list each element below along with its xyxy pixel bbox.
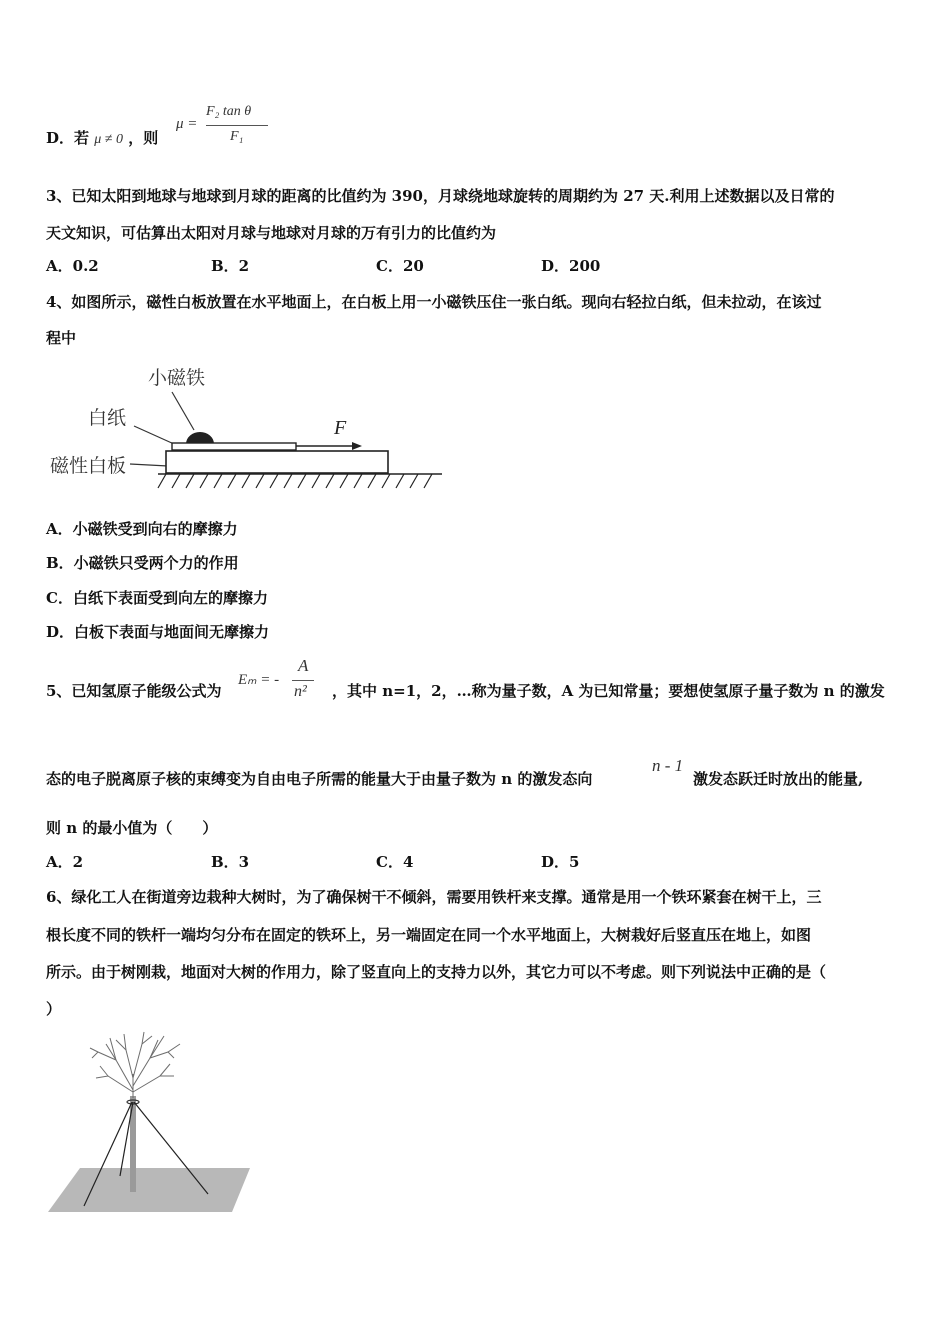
q3-line-1: 3、已知太阳到地球与地球到月球的距离的比值约为 390，月球绕地球旋转的周期约为 27 天.利用上述数据以及日常的 (46, 187, 835, 205)
q5-line-1a: 5、已知氢原子能级公式为 (46, 682, 222, 700)
q2-option-d (46, 128, 158, 150)
ground-hatching (158, 474, 432, 488)
q2-optd-numerator: F₂ tan θ (206, 104, 252, 119)
q5-formula-numerator: A (298, 656, 309, 675)
q3-option-d: D．200 (541, 257, 601, 275)
q4-option-c: C．白纸下表面受到向左的摩擦力 (46, 589, 268, 607)
q4-line-1: 4、如图所示，磁性白板放置在水平地面上，在白板上用一小磁铁压住一张白纸。现向右轻拉白纸，但未拉动，在该过 (46, 293, 822, 311)
magnetic-board (166, 451, 388, 473)
q5-line-2b: 激发态跃迁时放出的能量, (693, 770, 864, 788)
leader-board (130, 464, 168, 466)
q6-line-3: 所示。由于树刚栽，地面对大树的作用力，除了竖直向上的支持力以外，其它力可以不考虑。则下列说法中正确的是（ (46, 963, 827, 981)
q3-option-b: B．2 (211, 257, 250, 275)
ground-plane (48, 1168, 250, 1212)
figure-label-force: F (334, 417, 347, 439)
q4-option-b: B．小磁铁只受两个力的作用 (46, 554, 239, 572)
q2-optd-denominator: F₁ (230, 129, 244, 144)
q6-line-2: 根长度不同的铁杆一端均匀分布在固定的铁环上，另一端固定在同一个水平地面上，大树栽好后竖直压在地上，如图 (46, 926, 812, 944)
q6-line-1: 6、绿化工人在街道旁边栽种大树时，为了确保树干不倾斜，需要用铁杆来支撑。通常是用一个铁环紧套在树干上，三 (46, 888, 822, 906)
q5-formula (238, 656, 328, 706)
figure-label-magnet: 小磁铁 (148, 367, 206, 389)
q2-optd-formula (176, 104, 276, 150)
q5-option-c: C．4 (376, 853, 414, 871)
figure-label-paper: 白纸 (88, 407, 127, 429)
q2-optd-condition: μ ≠ 0 (94, 132, 123, 147)
leader-paper (134, 426, 174, 444)
leader-magnet (172, 392, 194, 430)
magnet-dome (186, 432, 214, 444)
magnet-board-figure (46, 362, 446, 502)
q5-line-2-math: n - 1 (652, 756, 684, 775)
q4-option-d: D．白板下表面与地面间无摩擦力 (46, 623, 270, 641)
q5-option-d: D．5 (541, 853, 580, 871)
q3-line-2: 天文知识，可估算出太阳对月球与地球对月球的万有引力的比值约为 (46, 224, 497, 242)
q2-optd-prefix: D．若 (46, 129, 90, 147)
tree-branches (90, 1032, 180, 1098)
q2-optd-lhs: μ = (176, 116, 198, 132)
q2-optd-fraction-bar (206, 125, 268, 126)
q5-option-a: A．2 (46, 853, 84, 871)
q4-line-2: 程中 (46, 329, 77, 347)
q2-optd-then: ，则 (128, 129, 159, 147)
q3-option-c: C．20 (376, 257, 424, 275)
q4-option-a: A．小磁铁受到向右的摩擦力 (46, 520, 238, 538)
q5-option-b: B．3 (211, 853, 250, 871)
q5-formula-lhs: Eₘ = - (238, 672, 280, 688)
tree-support-figure (46, 1030, 256, 1220)
q5-formula-denominator: n² (294, 683, 307, 700)
q5-formula-bar (292, 680, 314, 681)
paper-sheet (172, 443, 296, 450)
q5-line-2a: 态的电子脱离原子核的束缚变为自由电子所需的能量大于由量子数为 n 的激发态向 (46, 770, 593, 788)
q6-line-4: ） (46, 1000, 62, 1018)
force-arrow-head (352, 442, 362, 450)
tree-trunk (130, 1096, 136, 1192)
q3-option-a: A．0.2 (46, 257, 99, 275)
figure-label-board: 磁性白板 (50, 455, 127, 477)
q5-line-3: 则 n 的最小值为（ ） (46, 819, 218, 837)
q5-line-1b: ，其中 n=1，2，…称为量子数，A 为已知常量；要想使氢原子量子数为 n 的激发 (332, 682, 885, 700)
